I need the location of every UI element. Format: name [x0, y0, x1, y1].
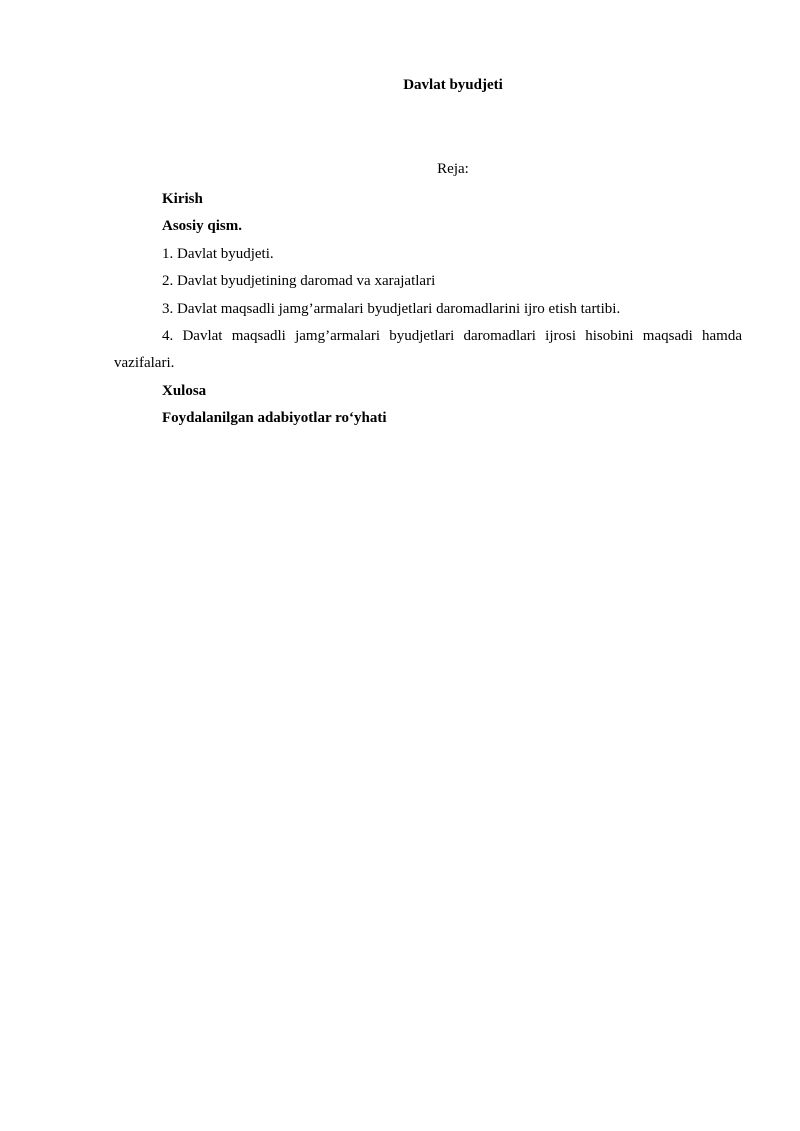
plan-item-references: Foydalanilgan adabiyotlar ro‘yhati	[162, 410, 387, 427]
plan-item-introduction: Kirish	[162, 191, 203, 207]
plan-item-conclusion: Xulosa	[162, 382, 207, 399]
plan-item-1: 1. Davlat byudjeti.	[162, 245, 274, 262]
plan-list	[114, 186, 742, 433]
plan-item-2: 2. Davlat byudjetining daromad va xarajatlari	[162, 273, 436, 290]
plan-item-3: 3. Davlat maqsadli jamg’armalari byudjetlari daromadlarini ijro etish tartibi.	[162, 300, 621, 317]
plan-item-main-part: Asosiy qism.	[162, 218, 243, 235]
plan-item-4: 4. Davlat maqsadli jamg’armalari byudjetlari daromadlari ijrosi hisobini maqsadi hamda vazifalari.	[114, 328, 742, 372]
document-title: Davlat byudjeti	[403, 77, 503, 93]
plan-heading: Reja:	[437, 161, 469, 177]
